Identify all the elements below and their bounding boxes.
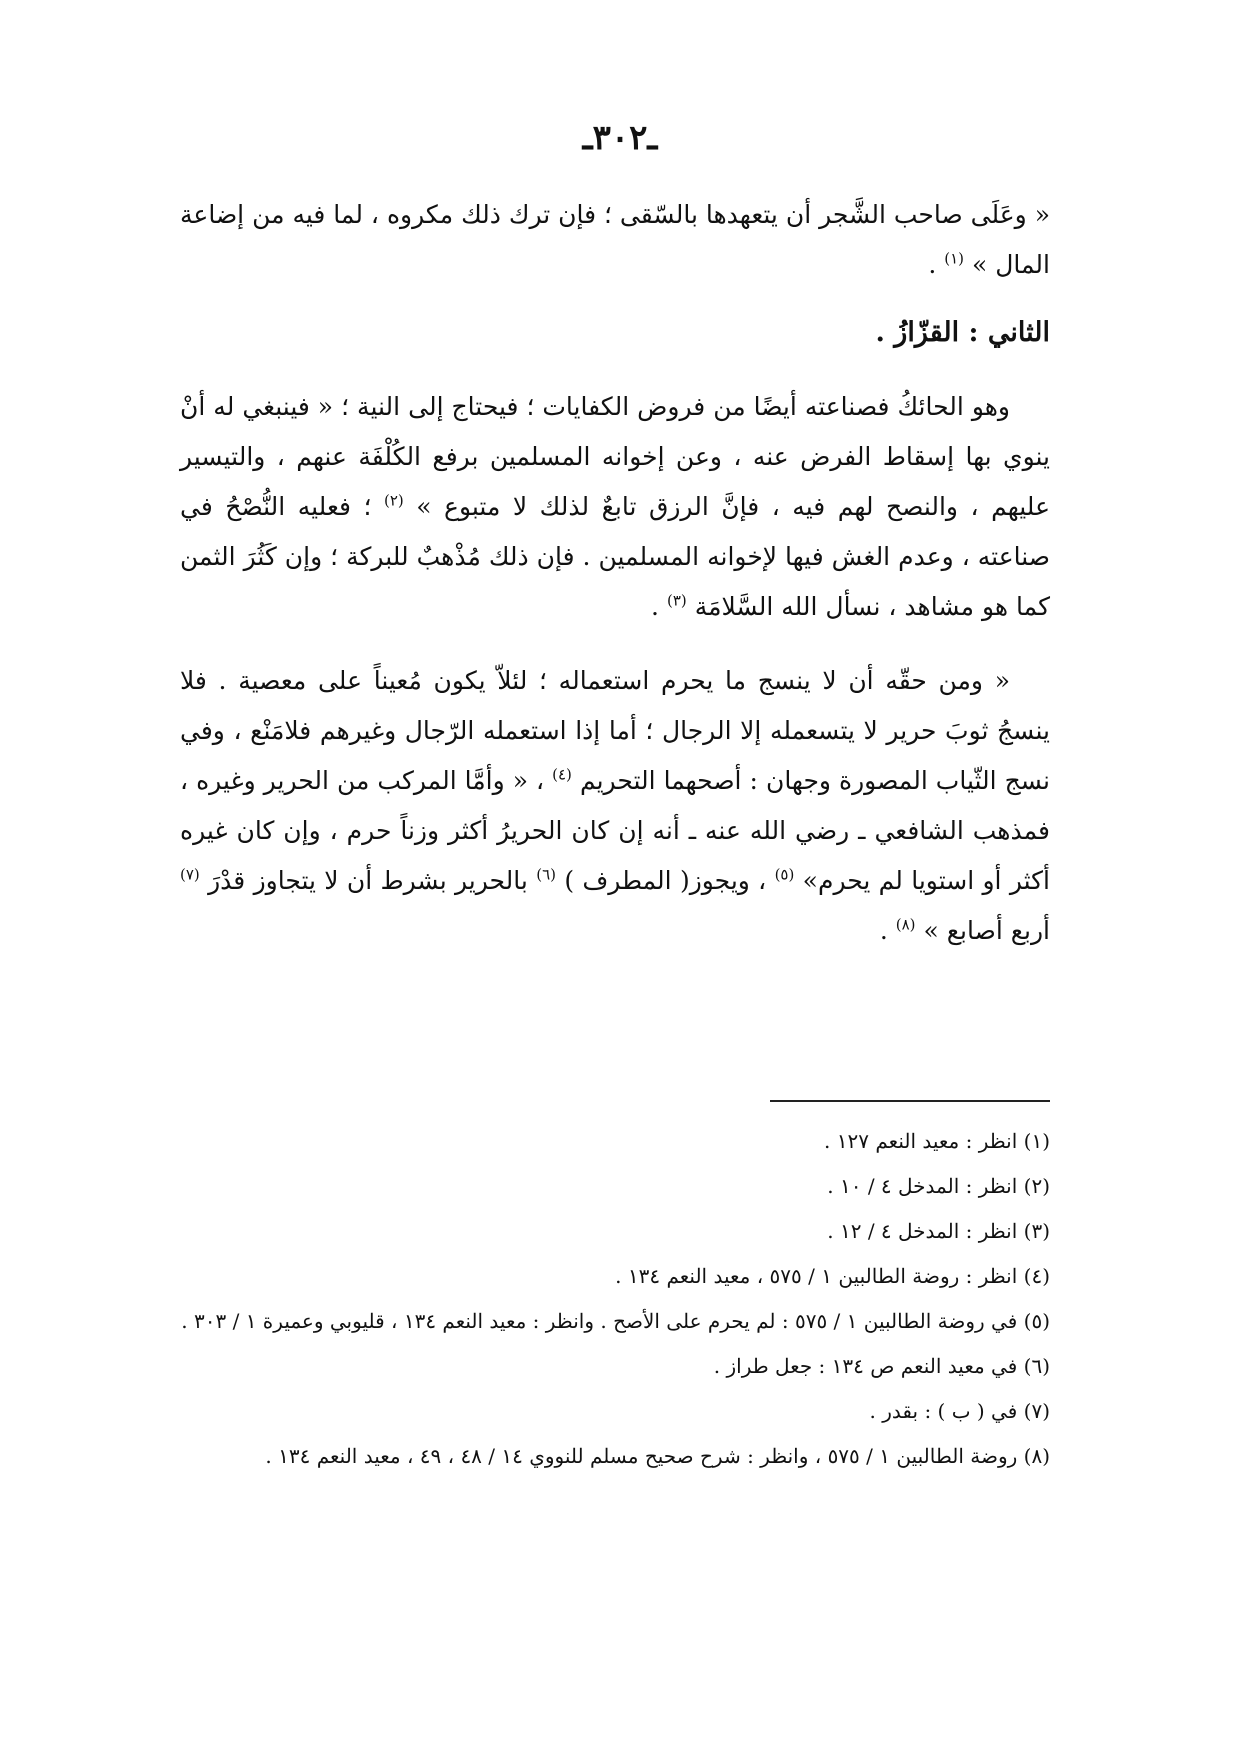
paragraph-text-tail: أربع أصابع »: [923, 916, 1050, 945]
paragraph-text-tail: .: [928, 250, 945, 279]
paragraph-text: « وعَلَى صاحب الشَّجر أن يتعهدها بالسّقى ؛ فإن ترك ذلك مكروه ، لما فيه من إضاعة المال »: [180, 200, 1050, 279]
paragraph-text: وهو الحائكُ فصناعته أيضًا من فروض الكفايات ؛ فيحتاج إلى النية ؛ « فينبغي له أنْ ينوي بها إسقاط الفرض عنه ، وعن إخوانه المسلمين برفع الكُلْفَة عنهم ، والتيسير عليهم ، والنصح لهم فيه ، فإنَّ الرزق تابعٌ لذلك لا متبوع »: [180, 392, 1050, 521]
paragraph-text-tail: .: [651, 592, 667, 621]
paragraph-text-tail: ، « وأمَّا المركب من الحرير وغيره ، فمذهب الشافعي ـ رضي الله عنه ـ أنه إن كان الحريرُ أكثر وزناً حرم ، وإن كان غيره أكثر أو استويا لم يحرم»: [180, 766, 1051, 895]
paragraph-text-tail: ، ويجوز( المطرف ): [564, 866, 775, 895]
paragraph-2: [180, 382, 1050, 632]
footnote-8: (٨) روضة الطالبين ١ / ٥٧٥ ، وانظر : شرح صحيح مسلم للنووي ١٤ / ٤٨ ، ٤٩ ، معيد النعم ١٣٤ .: [265, 1444, 1050, 1468]
paragraph-text-tail: ؛ فعليه النُّصْحُ في صناعته ، وعدم الغش فيها لإخوانه المسلمين . فإن ذلك مُذْهبٌ للبركة ؛ وإن كَثُرَ الثمن كما هو مشاهد ، نسأل الله السَّلامَة: [180, 492, 1050, 621]
footnote-reference: (٣): [666, 591, 687, 610]
paragraph-text-tail: .: [879, 916, 896, 945]
footnote-reference: (٧): [180, 865, 200, 884]
footnote-4: (٤) انظر : روضة الطالبين ١ / ٥٧٥ ، معيد النعم ١٣٤ .: [615, 1264, 1050, 1288]
paragraph-3: [180, 656, 1050, 956]
footnote-7: (٧) في ( ب ) : بقدر .: [869, 1399, 1050, 1423]
footnote-1: (١) انظر : معيد النعم ١٢٧ .: [824, 1129, 1050, 1153]
footnote-3: (٣) انظر : المدخل ٤ / ١٢ .: [827, 1219, 1050, 1243]
page-number: ـ٣٠٢ـ: [582, 118, 658, 158]
section-heading: الثاني : القزّازُ .: [875, 317, 1050, 348]
footnote-reference: (٢): [383, 491, 404, 510]
paragraph-text: « ومن حقّه أن لا ينسج ما يحرم استعماله ؛ لئلاّ يكون مُعيناً على معصية . فلا ينسجُ ثوبَ حرير لا يتسعمله إلا الرجال ؛ أما إذا استعمله الرّجال وغيرهم فلامَنْع ، وفي نسج الثّياب المصورة وجهان : أصحهما التحريم: [180, 666, 1051, 795]
footnote-reference: (١): [944, 249, 964, 268]
footnote-reference: (٦): [536, 865, 556, 884]
footnote-divider: [770, 1100, 1050, 1102]
footnote-reference: (٤): [552, 765, 572, 784]
footnote-6: (٦) في معيد النعم ص ١٣٤ : جعل طراز .: [713, 1354, 1050, 1378]
footnote-2: (٢) انظر : المدخل ٤ / ١٠ .: [827, 1174, 1050, 1198]
main-text: [180, 190, 1050, 956]
footnote-reference: (٥): [774, 865, 795, 884]
paragraph-1: [180, 190, 1050, 290]
footnotes: [180, 1124, 1050, 1484]
paragraph-text-tail: بالحرير بشرط أن لا يتجاوز قدْرَ: [208, 866, 537, 895]
footnote-reference: (٨): [895, 915, 916, 934]
footnote-5: (٥) في روضة الطالبين ١ / ٥٧٥ : لم يحرم على الأصح . وانظر : معيد النعم ١٣٤ ، قليوبي وعميرة ١ / ٣٠٣ .: [181, 1309, 1050, 1333]
